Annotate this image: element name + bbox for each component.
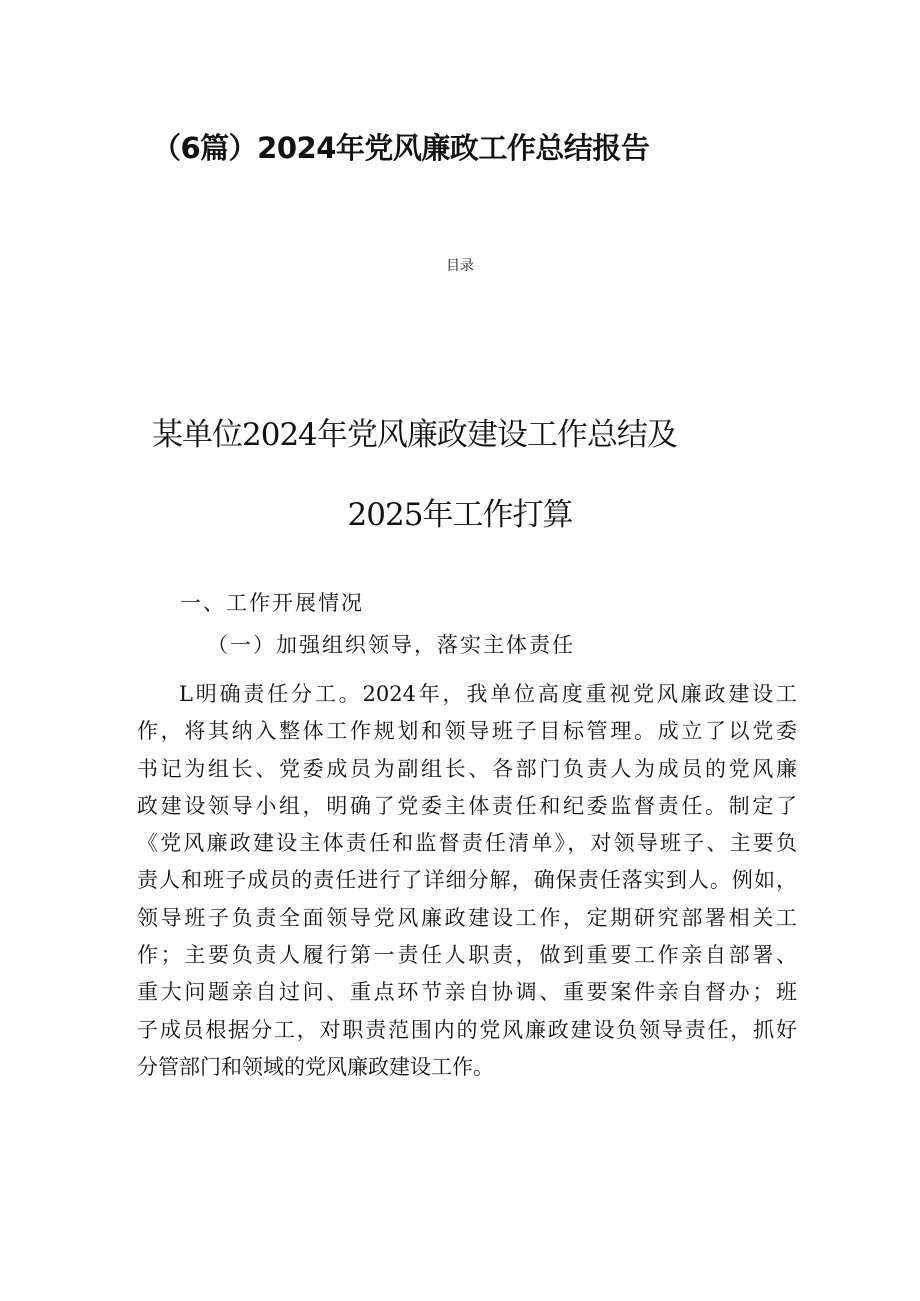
section-heading: 一、工作开展情况	[180, 591, 364, 615]
paragraph-line: 《党风廉政建设主体责任和监督责任清单》，对领导班子、主要负	[137, 831, 797, 856]
table-of-contents-label: 目录	[446, 258, 474, 274]
subsection-heading: （一）加强组织领导，落实主体责任	[207, 633, 575, 657]
paragraph-line: L明确责任分工。2024年，我单位高度重视党风廉政建设工	[179, 682, 797, 706]
body-paragraph	[137, 676, 797, 1086]
paragraph-line: 政建设领导小组，明确了党委主体责任和纪委监督责任。制定了	[137, 793, 797, 818]
report-title-line-1: 某单位2024年党风廉政建设工作总结及	[152, 417, 677, 453]
paragraph-line: 责人和班子成员的责任进行了详细分解，确保责任落实到人。例如，	[137, 868, 797, 893]
paragraph-line: 作；主要负责人履行第一责任人职责，做到重要工作亲自部署、	[137, 943, 797, 968]
document-title: （6篇）2024年党风廉政工作总结报告	[152, 131, 650, 165]
paragraph-line: 领导班子负责全面领导党风廉政建设工作，定期研究部署相关工	[137, 905, 797, 930]
paragraph-line: 重大问题亲自过问、重点环节亲自协调、重要案件亲自督办；班	[137, 980, 797, 1005]
paragraph-line: 子成员根据分工，对职责范围内的党风廉政建设负领导责任，抓好	[137, 1017, 797, 1042]
paragraph-line: 分管部门和领域的党风廉政建设工作。	[137, 1054, 494, 1079]
report-title-line-2: 2025年工作打算	[347, 497, 573, 533]
paragraph-line: 书记为组长、党委成员为副组长、各部门负责人为成员的党风廉	[137, 756, 797, 781]
paragraph-line: 作，将其纳入整体工作规划和领导班子目标管理。成立了以党委	[137, 719, 797, 744]
